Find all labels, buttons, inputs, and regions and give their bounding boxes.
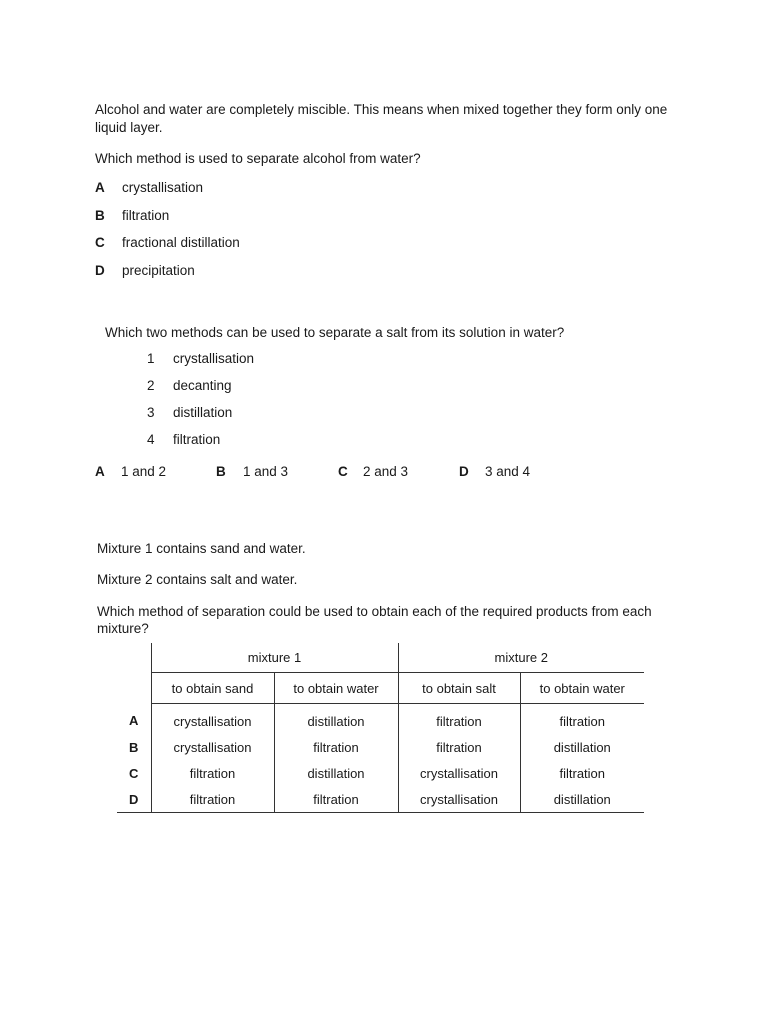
- separation-table: [117, 643, 644, 813]
- table-cell: crystallisation: [151, 734, 274, 760]
- table-cell: filtration: [274, 734, 398, 760]
- table-cell: distillation: [520, 734, 644, 760]
- q1-question: Which method is used to separate alcohol from water?: [95, 151, 421, 166]
- table-cell: crystallisation: [398, 786, 520, 813]
- q2-method-2-num: 2: [147, 378, 155, 393]
- table-cell: filtration: [398, 734, 520, 760]
- q2-option-b-letter: B: [216, 464, 226, 479]
- q2-method-4-text: filtration: [173, 432, 221, 447]
- q2-method-1-num: 1: [147, 351, 155, 366]
- q1-option-b-letter: B: [95, 208, 105, 223]
- q3-mixture-1: Mixture 1 contains sand and water.: [97, 541, 306, 556]
- row-letter: C: [129, 765, 139, 781]
- q2-method-3-text: distillation: [173, 405, 233, 420]
- q1-intro-line-2: liquid layer.: [95, 120, 163, 135]
- row-letter: A: [129, 713, 139, 729]
- table-row: [117, 704, 644, 735]
- table-cell: filtration: [398, 704, 520, 735]
- table-row: [117, 786, 644, 813]
- q2-option-c-text: 2 and 3: [363, 464, 409, 479]
- header-obtain-water-2: to obtain water: [520, 673, 644, 704]
- table-cell: distillation: [274, 704, 398, 735]
- q1-option-a-text: crystallisation: [122, 180, 204, 195]
- table-cell: filtration: [151, 760, 274, 786]
- table-row: [117, 734, 644, 760]
- mixture-1-header: mixture 1: [151, 643, 398, 673]
- table-cell: crystallisation: [398, 760, 520, 786]
- q2-method-1-text: crystallisation: [173, 351, 255, 366]
- q2-method-3-num: 3: [147, 405, 155, 420]
- table-group-header-row: [117, 643, 644, 673]
- q1-option-a-letter: A: [95, 180, 105, 195]
- q2-method-4-num: 4: [147, 432, 155, 447]
- row-letter: B: [129, 739, 139, 755]
- table-cell: filtration: [151, 786, 274, 813]
- header-obtain-water-1: to obtain water: [274, 673, 398, 704]
- table-cell: filtration: [520, 760, 644, 786]
- q1-option-d-text: precipitation: [122, 263, 195, 278]
- q2-question: Which two methods can be used to separate a salt from its solution in water?: [105, 325, 565, 340]
- q2-option-a-text: 1 and 2: [121, 464, 167, 479]
- q2-option-b-text: 1 and 3: [243, 464, 289, 479]
- header-obtain-salt: to obtain salt: [398, 673, 520, 704]
- table-row: [117, 760, 644, 786]
- q3-question-line-1: Which method of separation could be used to obtain each of the required products from each: [97, 604, 652, 619]
- mixture-2-header: mixture 2: [398, 643, 644, 673]
- table-cell: distillation: [274, 760, 398, 786]
- q2-option-a-letter: A: [95, 464, 105, 479]
- q3-mixture-2: Mixture 2 contains salt and water.: [97, 572, 298, 587]
- q2-option-c-letter: C: [338, 464, 348, 479]
- header-obtain-sand: to obtain sand: [151, 673, 274, 704]
- q1-option-c-letter: C: [95, 235, 105, 250]
- table-cell: crystallisation: [151, 704, 274, 735]
- row-letter: D: [117, 786, 151, 813]
- q1-intro-line-1: Alcohol and water are completely miscible. This means when mixed together they form only one: [95, 102, 668, 117]
- table-cell: filtration: [520, 704, 644, 735]
- q1-option-d-letter: D: [95, 263, 105, 278]
- q2-option-d-letter: D: [459, 464, 469, 479]
- table-corner-lower: [117, 673, 151, 704]
- q1-option-c-text: fractional distillation: [122, 235, 240, 250]
- table-corner: [117, 643, 151, 673]
- table-cell: filtration: [274, 786, 398, 813]
- q1-option-b-text: filtration: [122, 208, 170, 223]
- q3-question-line-2: mixture?: [97, 621, 149, 636]
- q2-option-d-text: 3 and 4: [485, 464, 531, 479]
- table-column-header-row: [117, 673, 644, 704]
- q2-method-2-text: decanting: [173, 378, 232, 393]
- table-cell: distillation: [520, 786, 644, 813]
